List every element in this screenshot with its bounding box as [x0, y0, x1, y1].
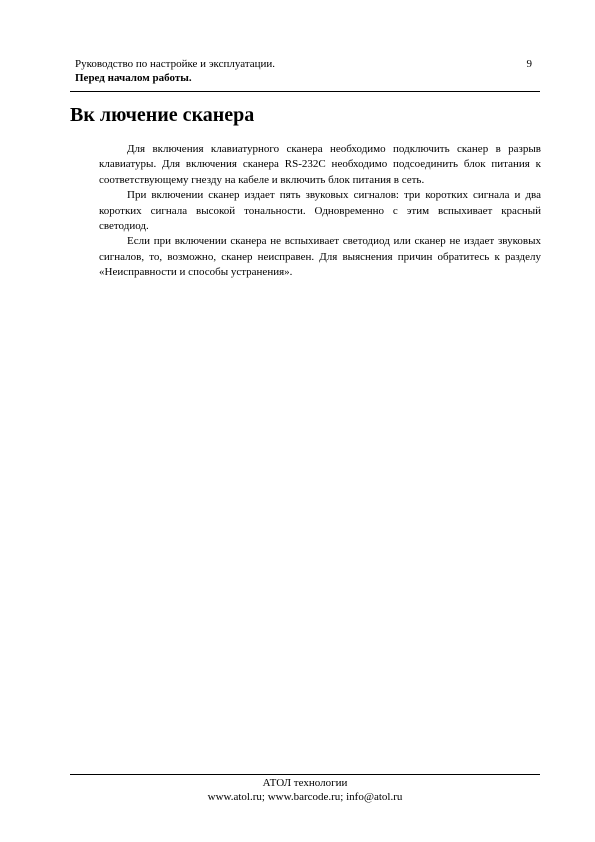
page-header	[70, 58, 540, 92]
section-title: Вк лючение сканера	[70, 104, 255, 126]
page-number: 9	[526, 58, 532, 70]
paragraph: При включении сканер издает пять звуковых сигналов: три коротких сигнала и два коротких сигнала высокой тональности. Одновременно с этим вспыхивает красный светодиод.	[99, 189, 541, 233]
body-text	[99, 142, 541, 281]
footer-links: www.atol.ru; www.barcode.ru; info@atol.ru	[207, 791, 403, 803]
footer-company: АТОЛ технологии	[262, 777, 348, 789]
header-title: Руководство по настройке и эксплуатации.	[75, 58, 276, 70]
paragraph: Для включения клавиатурного сканера необходимо подключить сканер в разрыв клавиатуры. Для включения сканера RS-232C необходимо подсоединить блок питания к соответствующему гнезду на кабеле и включить блок питания в сеть.	[99, 143, 541, 186]
paragraph: Если при включении сканера не вспыхивает светодиод или сканер не издает звуковых сигналов, то, возможно, сканер неисправен. Для выяснения причин обратитесь к разделу «Неисправности и способы устранения».	[99, 235, 541, 279]
page-footer	[70, 774, 540, 804]
header-subtitle: Перед началом работы.	[75, 72, 192, 84]
